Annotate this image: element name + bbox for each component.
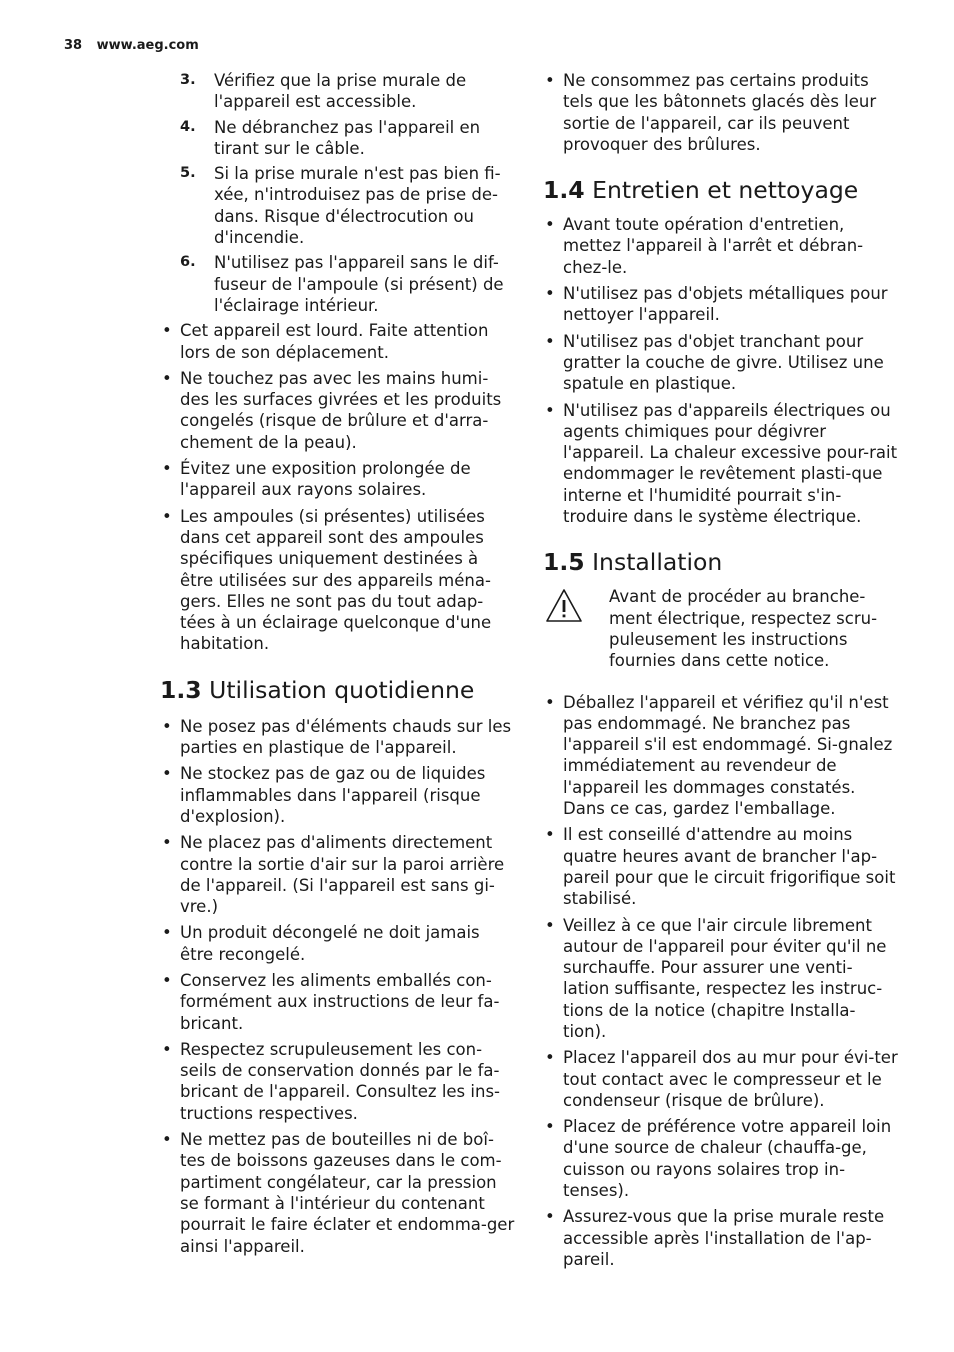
list-item: • Respectez scrupuleusement les con-seils de conservation donnés par le fa-bricant de l'appareil. Consultez les ins-tructions respectives. xyxy=(162,1039,500,1123)
list-item: • Placez de préférence votre appareil loin d'une source de chaleur (chauffa-ge, cuisson ou rayons solaires trop in-tenses). xyxy=(545,1117,892,1201)
bullet-dot: • xyxy=(162,970,172,990)
list-item: • Veillez à ce que l'air circule librement autour de l'appareil pour éviter qu'il ne surchauffe. Pour assurer une venti-lation suffisante, respectez les instruc-tions de la notice (chapitre Installa-tion). xyxy=(545,915,887,1041)
page-number: 38 xyxy=(64,38,83,53)
bullet-dot: • xyxy=(162,321,172,341)
warning-triangle-icon xyxy=(545,588,583,624)
bullet-dot: • xyxy=(545,915,555,935)
item-number: 4. xyxy=(180,118,196,135)
bullet-dot: • xyxy=(545,1117,555,1137)
warning-box xyxy=(543,586,898,671)
bullet-dot: • xyxy=(162,833,172,853)
bullet-list xyxy=(543,70,898,155)
bullet-dot: • xyxy=(545,400,555,420)
item-text: Vérifiez que la prise murale de l'appareil est accessible. xyxy=(214,71,467,112)
list-item: • Les ampoules (si présentes) utilisées dans cet appareil sont des ampoules spécifiques uniquement destinées à être utilisées sur des appareils ména-gers. Elles ne sont pas du tout adap-tées à un éclairage quelconque d'une habitation. xyxy=(162,506,492,654)
warning-text: Avant de procéder au branche-ment électrique, respectez scru-puleusement les instructions fournies dans cette notice. xyxy=(609,587,878,671)
list-item: • Ne mettez pas de bouteilles ni de boî-tes de boissons gazeuses dans le com-partiment congélateur, car la pression se formant à l'intérieur du contenant pourrait le faire éclater et endomma-ger ainsi l'appareil. xyxy=(162,1130,515,1256)
list-item: • Il est conseillé d'attendre au moins quatre heures avant de brancher l'ap-pareil pour que le circuit frigorifique soit stabilisé. xyxy=(545,825,896,909)
list-item: • Ne touchez pas avec les mains humi-des les surfaces givrées et les produits congelés (risque de brûlure et d'arra-chement de la peau). xyxy=(162,368,502,452)
numbered-item xyxy=(180,163,515,248)
bullet-dot: • xyxy=(545,825,555,845)
bullet-dot: • xyxy=(162,1130,172,1150)
numbered-list xyxy=(160,70,515,316)
bullet-dot: • xyxy=(545,284,555,304)
list-item: • Ne stockez pas de gaz ou de liquides inflammables dans l'appareil (risque d'explosion). xyxy=(162,764,486,826)
right-column xyxy=(543,70,898,1275)
bullet-dot: • xyxy=(545,331,555,351)
bullet-dot: • xyxy=(162,506,172,526)
bullet-dot: • xyxy=(162,923,172,943)
bullet-dot: • xyxy=(545,1048,555,1068)
list-item: • Ne consommez pas certains produits tels que les bâtonnets glacés dès leur sortie de l'appareil, car ils peuvent provoquer des brûlures. xyxy=(545,71,877,154)
list-item: • Ne posez pas d'éléments chauds sur les parties en plastique de l'appareil. xyxy=(162,716,512,758)
bullet-dot: • xyxy=(545,1207,555,1227)
bullet-list xyxy=(160,320,515,654)
site-url: www.aeg.com xyxy=(96,38,199,53)
bullet-dot: • xyxy=(162,368,172,388)
bullet-dot: • xyxy=(162,764,172,784)
list-item: • Cet appareil est lourd. Faite attention lors de son déplacement. xyxy=(162,321,489,362)
bullet-list xyxy=(543,214,898,527)
bullet-dot: • xyxy=(545,692,555,712)
list-item: • Un produit décongelé ne doit jamais être recongelé. xyxy=(162,923,480,964)
bullet-list xyxy=(543,692,898,1271)
list-item: • Déballez l'appareil et vérifiez qu'il n'est pas endommagé. Ne branchez pas l'appareil s'il est endommagé. Si-gnalez immédiatement au revendeur de l'appareil les dommages constatés. Dans ce cas, gardez l'emballage. xyxy=(545,692,893,819)
list-item: • Avant toute opération d'entretien, mettez l'appareil à l'arrêt et débran-chez-le. xyxy=(545,215,864,277)
bullet-dot: • xyxy=(162,716,172,736)
page-header xyxy=(64,38,199,53)
item-text: Ne débranchez pas l'appareil en tirant sur le câble. xyxy=(214,117,481,158)
bullet-dot: • xyxy=(162,1039,172,1059)
numbered-item xyxy=(180,70,515,113)
section-heading-1-5: 1.5 Installation xyxy=(543,548,723,577)
list-item: • Assurez-vous que la prise murale reste accessible après l'installation de l'ap-pareil. xyxy=(545,1207,885,1269)
list-item: • N'utilisez pas d'appareils électriques ou agents chimiques pour dégivrer l'appareil. La chaleur excessive pour-rait endommager le revêtement plasti-que interne et l'humidité pourrait s'in-troduire dans le système électrique. xyxy=(545,400,898,527)
bullet-dot: • xyxy=(545,71,555,90)
section-heading-1-4: 1.4 Entretien et nettoyage xyxy=(543,176,859,205)
list-item: • Conservez les aliments emballés con-formément aux instructions de leur fa-bricant. xyxy=(162,970,500,1033)
left-column xyxy=(160,70,515,1262)
item-text: Si la prise murale n'est pas bien fi-xée, n'introduisez pas de prise de-dans. Risque d'électrocution ou d'incendie. xyxy=(214,164,501,248)
list-item: • N'utilisez pas d'objet tranchant pour gratter la couche de givre. Utilisez une spatule en plastique. xyxy=(545,331,884,394)
item-number: 5. xyxy=(180,165,196,182)
list-item: • Ne placez pas d'aliments directement contre la sortie d'air sur la paroi arrière de l'appareil. (Si l'appareil est sans gi-vre.) xyxy=(162,833,505,917)
item-number: 3. xyxy=(180,72,196,88)
section-heading-1-3: 1.3 Utilisation quotidienne xyxy=(160,675,475,704)
bullet-dot: • xyxy=(162,459,172,479)
list-item: • Placez l'appareil dos au mur pour évi-ter tout contact avec le compresseur et le condenseur (risque de brûlure). xyxy=(545,1048,898,1110)
list-item: • N'utilisez pas d'objets métalliques pour nettoyer l'appareil. xyxy=(545,284,888,325)
bullet-list xyxy=(160,716,515,1257)
list-item: • Évitez une exposition prolongée de l'appareil aux rayons solaires. xyxy=(162,459,471,500)
numbered-item xyxy=(180,252,515,316)
item-text: N'utilisez pas l'appareil sans le dif-fuseur de l'ampoule (si présent) de l'éclairage intérieur. xyxy=(214,253,504,315)
item-number: 6. xyxy=(180,254,196,271)
numbered-item xyxy=(180,117,515,160)
bullet-dot: • xyxy=(545,215,555,235)
